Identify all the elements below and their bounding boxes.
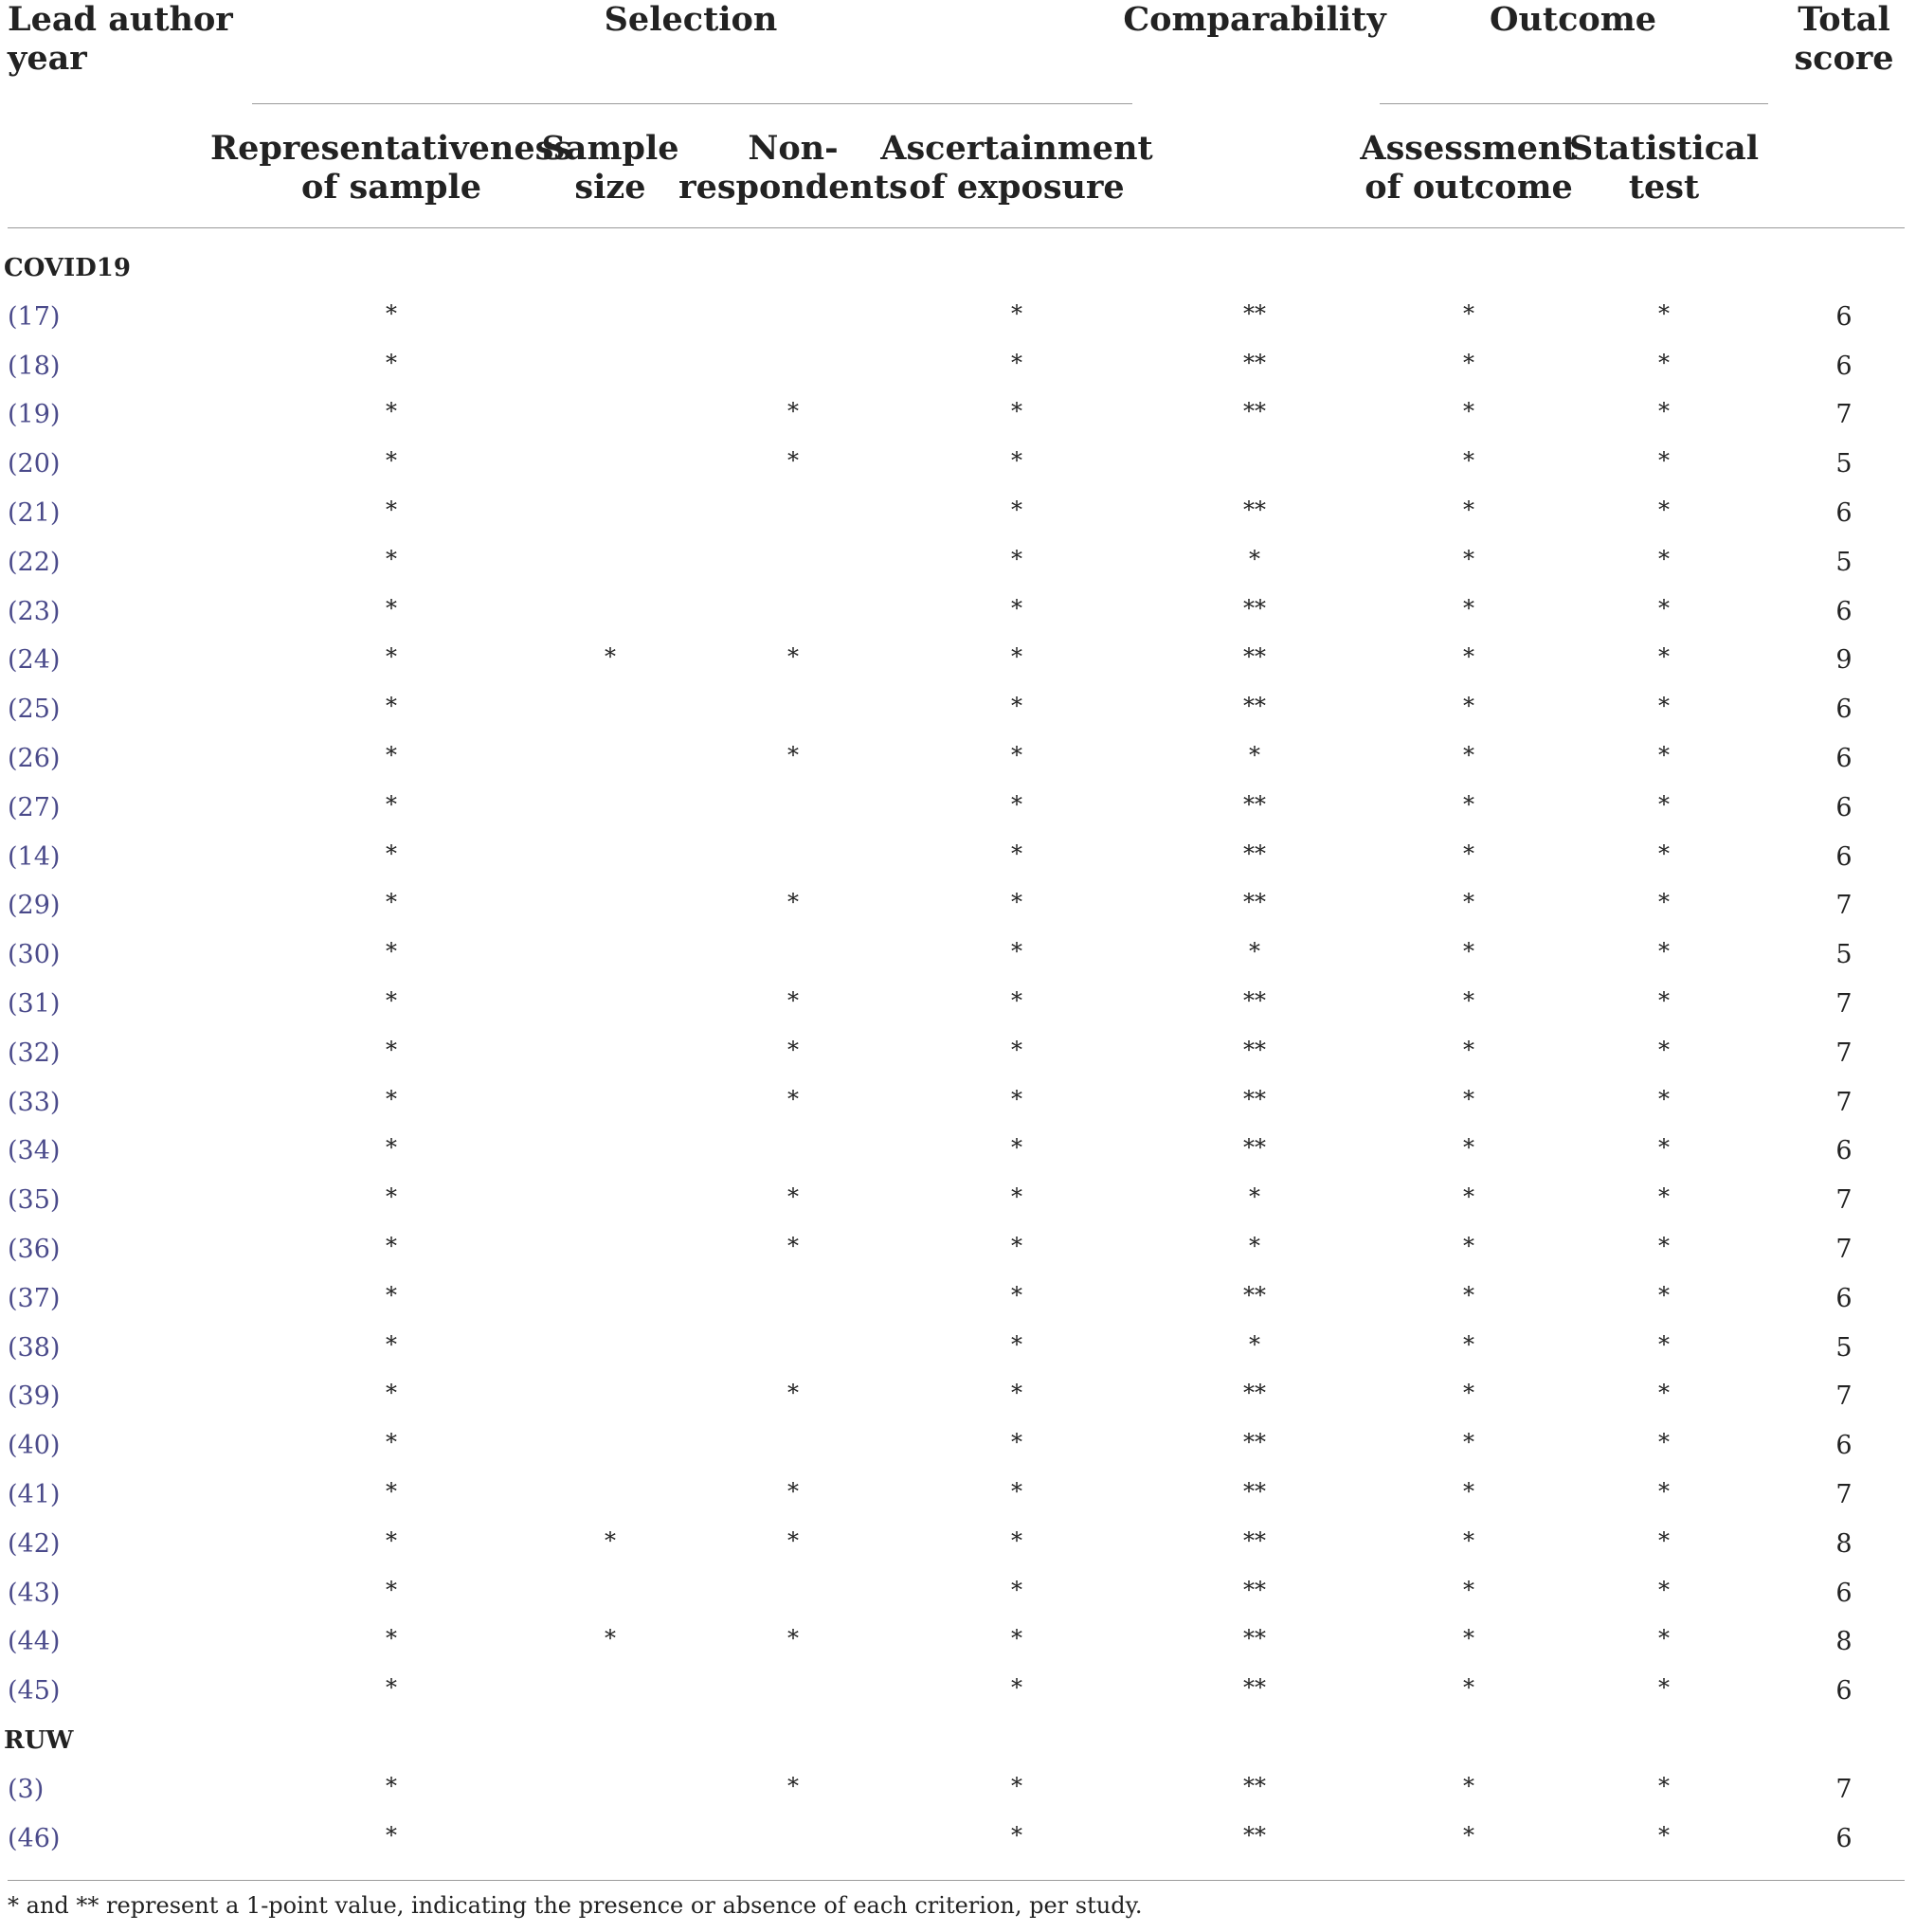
cell-total-score: 6 [1835,1676,1853,1706]
header-total-line1: Total [1798,0,1890,39]
cell-stat: * [1658,1674,1670,1702]
cell-stat: * [1658,987,1670,1014]
reference-link[interactable]: (42) [8,1528,61,1559]
cell-rep: * [386,643,397,671]
cell-rep: * [386,1085,397,1112]
header-total-score [1794,0,1893,78]
table-footnote: * and ** represent a 1-point value, indicating the presence or absence of each criterion, per study. [8,1892,1143,1919]
cell-comp: * [1249,1330,1260,1358]
reference-link[interactable]: (36) [8,1235,61,1264]
cell-comp: * [1249,938,1260,966]
cell-assess: * [1463,1429,1474,1456]
cell-stat: * [1658,840,1670,867]
cell-assess: * [1463,1036,1474,1063]
cell-stat: * [1658,398,1670,425]
cell-comp: ** [1243,1526,1266,1554]
cell-nonresp: * [787,742,799,768]
cell-rep: * [386,1380,397,1407]
reference-link[interactable]: (41) [8,1480,61,1509]
cell-stat: * [1658,1183,1670,1211]
cell-asc: * [1011,545,1022,572]
cell-total-score: 6 [1835,498,1853,528]
cell-nonresp: * [787,1478,799,1505]
cell-rep: * [386,497,397,523]
cell-total-score: 7 [1835,1381,1853,1412]
subheader-ascertainment [880,129,1152,207]
cell-stat: * [1658,1330,1670,1358]
group-label: RUW [4,1726,74,1755]
subheader-statistical-test [1569,129,1759,207]
cell-asc: * [1011,1036,1022,1063]
cell-comp: * [1249,1233,1260,1259]
reference-link[interactable]: (31) [8,989,61,1019]
cell-stat: * [1658,1380,1670,1407]
reference-link[interactable]: (38) [8,1332,61,1363]
cell-assess: * [1463,497,1474,523]
cell-assess: * [1463,643,1474,671]
cell-nonresp: * [787,1526,799,1554]
cell-rep: * [386,1821,397,1849]
cell-total-score: 6 [1835,1431,1853,1461]
cell-total-score: 6 [1835,596,1853,626]
cell-rep: * [386,790,397,818]
cell-total-score: 6 [1835,841,1853,872]
subheader-assess-line2: of outcome [1365,168,1573,207]
cell-total-score: 8 [1835,1528,1853,1559]
cell-assess: * [1463,349,1474,376]
cell-comp: ** [1243,643,1266,671]
cell-total-score: 7 [1835,1480,1853,1509]
cell-assess: * [1463,742,1474,768]
subheader-nonresp-line2: respondents [678,168,908,207]
cell-assess: * [1463,1772,1474,1799]
reference-link[interactable]: (37) [8,1283,61,1313]
cell-rep: * [386,889,397,916]
cell-total-score: 7 [1835,891,1853,921]
subheader-assess-line1: Assessment [1360,129,1578,168]
subheader-rep-line2: of sample [300,168,482,207]
cell-asc: * [1011,1233,1022,1259]
selection-span-rule [252,103,1132,104]
cell-stat: * [1658,349,1670,376]
cell-stat: * [1658,790,1670,818]
cell-assess: * [1463,790,1474,818]
cell-asc: * [1011,1380,1022,1407]
cell-asc: * [1011,497,1022,523]
cell-rep: * [386,1281,397,1309]
cell-rep: * [386,594,397,622]
cell-assess: * [1463,1281,1474,1309]
subheader-assessment [1360,129,1577,207]
cell-stat: * [1658,742,1670,768]
cell-stat: * [1658,1233,1670,1259]
reference-link[interactable]: (45) [8,1676,61,1706]
cell-asc: * [1011,840,1022,867]
cell-total-score: 5 [1835,1332,1853,1363]
cell-asc: * [1011,742,1022,768]
cell-size: * [605,643,616,671]
header-lead-author-line2: year [8,39,87,78]
reference-link[interactable]: (19) [8,400,61,430]
cell-rep: * [386,1625,397,1652]
header-comparability: Comparability [1123,0,1386,39]
cell-asc: * [1011,987,1022,1014]
reference-link[interactable]: (30) [8,940,61,970]
cell-rep: * [386,299,397,327]
cell-asc: * [1011,349,1022,376]
reference-link[interactable]: (26) [8,744,61,773]
cell-comp: * [1249,742,1260,768]
cell-comp: ** [1243,594,1266,622]
cell-assess: * [1463,447,1474,475]
cell-rep: * [386,1036,397,1063]
cell-stat: * [1658,545,1670,572]
cell-stat: * [1658,693,1670,720]
cell-asc: * [1011,1478,1022,1505]
cell-rep: * [386,1772,397,1799]
cell-stat: * [1658,1772,1670,1799]
cell-total-score: 7 [1835,989,1853,1019]
cell-rep: * [386,693,397,720]
subheader-size-line1: Sample [541,129,679,168]
cell-assess: * [1463,1134,1474,1162]
cell-asc: * [1011,1429,1022,1456]
cell-asc: * [1011,398,1022,425]
cell-comp: ** [1243,1429,1266,1456]
cell-assess: * [1463,1478,1474,1505]
subheader-nonresp-line1: Non- [748,129,839,168]
cell-size: * [605,1526,616,1554]
cell-size: * [605,1625,616,1652]
subheader-asc-line1: Ascertainment [880,129,1153,168]
subheader-rep-line1: Representativeness [210,129,572,168]
cell-assess: * [1463,1526,1474,1554]
header-total-line2: score [1794,39,1894,78]
cell-comp: ** [1243,1281,1266,1309]
cell-comp: ** [1243,1821,1266,1849]
cell-assess: * [1463,1380,1474,1407]
reference-link[interactable]: (18) [8,351,61,381]
reference-link[interactable]: (43) [8,1578,61,1608]
subheader-sample-size [541,129,678,207]
cell-assess: * [1463,594,1474,622]
cell-stat: * [1658,1036,1670,1063]
cell-total-score: 9 [1835,645,1853,676]
cell-comp: ** [1243,299,1266,327]
cell-rep: * [386,447,397,475]
subheader-representativeness [210,129,572,207]
cell-comp: * [1249,545,1260,572]
table-bottom-rule [8,1880,1905,1881]
cell-total-score: 6 [1835,351,1853,381]
group-label: COVID19 [4,254,131,282]
subheader-non-respondents [678,129,908,207]
cell-rep: * [386,1576,397,1603]
reference-link[interactable]: (39) [8,1381,61,1412]
reference-link[interactable]: (17) [8,301,61,332]
cell-stat: * [1658,1526,1670,1554]
cell-total-score: 8 [1835,1627,1853,1657]
cell-asc: * [1011,938,1022,966]
cell-total-score: 7 [1835,1087,1853,1117]
cell-asc: * [1011,1330,1022,1358]
cell-assess: * [1463,1183,1474,1211]
cell-rep: * [386,840,397,867]
cell-comp: ** [1243,1036,1266,1063]
cell-asc: * [1011,790,1022,818]
cell-assess: * [1463,545,1474,572]
cell-total-score: 5 [1835,449,1853,479]
cell-comp: ** [1243,349,1266,376]
cell-assess: * [1463,1674,1474,1702]
cell-nonresp: * [787,1233,799,1259]
reference-link[interactable]: (24) [8,645,61,676]
cell-rep: * [386,1330,397,1358]
reference-link[interactable]: (3) [8,1774,45,1804]
cell-asc: * [1011,1625,1022,1652]
cell-comp: ** [1243,889,1266,916]
cell-stat: * [1658,1625,1670,1652]
reference-link[interactable]: (34) [8,1136,61,1166]
cell-comp: ** [1243,1085,1266,1112]
cell-comp: ** [1243,1478,1266,1505]
cell-comp: ** [1243,398,1266,425]
cell-rep: * [386,349,397,376]
reference-link[interactable]: (22) [8,547,61,577]
subheader-size-line2: size [574,168,646,207]
cell-total-score: 6 [1835,1136,1853,1166]
cell-assess: * [1463,1330,1474,1358]
cell-asc: * [1011,693,1022,720]
cell-asc: * [1011,594,1022,622]
cell-assess: * [1463,1821,1474,1849]
cell-total-score: 7 [1835,1774,1853,1804]
cell-comp: ** [1243,1380,1266,1407]
cell-stat: * [1658,643,1670,671]
cell-nonresp: * [787,398,799,425]
reference-link[interactable]: (29) [8,891,61,921]
cell-comp: ** [1243,790,1266,818]
cell-comp: ** [1243,1674,1266,1702]
cell-rep: * [386,398,397,425]
cell-asc: * [1011,299,1022,327]
cell-assess: * [1463,1625,1474,1652]
cell-stat: * [1658,447,1670,475]
cell-nonresp: * [787,1380,799,1407]
cell-total-score: 5 [1835,940,1853,970]
reference-link[interactable]: (46) [8,1823,61,1853]
cell-comp: ** [1243,1772,1266,1799]
reference-link[interactable]: (44) [8,1627,61,1657]
subheader-stat-line1: Statistical [1568,129,1760,168]
cell-rep: * [386,1134,397,1162]
cell-asc: * [1011,1772,1022,1799]
cell-total-score: 7 [1835,400,1853,430]
cell-stat: * [1658,1821,1670,1849]
cell-total-score: 6 [1835,301,1853,332]
cell-assess: * [1463,889,1474,916]
cell-asc: * [1011,1821,1022,1849]
reference-link[interactable]: (35) [8,1185,61,1216]
cell-assess: * [1463,693,1474,720]
cell-asc: * [1011,1526,1022,1554]
cell-total-score: 7 [1835,1185,1853,1216]
cell-comp: ** [1243,1625,1266,1652]
cell-assess: * [1463,987,1474,1014]
cell-total-score: 6 [1835,1283,1853,1313]
reference-link[interactable]: (32) [8,1038,61,1068]
cell-comp: * [1249,1183,1260,1211]
cell-total-score: 7 [1835,1038,1853,1068]
cell-rep: * [386,1233,397,1259]
cell-assess: * [1463,938,1474,966]
reference-link[interactable]: (23) [8,596,61,626]
cell-rep: * [386,1478,397,1505]
cell-nonresp: * [787,889,799,916]
cell-total-score: 6 [1835,1823,1853,1853]
reference-link[interactable]: (21) [8,498,61,528]
subheader-asc-line2: of exposure [909,168,1125,207]
cell-total-score: 6 [1835,792,1853,822]
header-outcome: Outcome [1489,0,1657,39]
cell-total-score: 6 [1835,695,1853,725]
cell-nonresp: * [787,447,799,475]
reference-link[interactable]: (40) [8,1431,61,1461]
cell-comp: ** [1243,987,1266,1014]
cell-nonresp: * [787,1183,799,1211]
cell-asc: * [1011,1183,1022,1211]
cell-asc: * [1011,1134,1022,1162]
cell-stat: * [1658,497,1670,523]
cell-nonresp: * [787,1036,799,1063]
subheader-stat-line2: test [1628,168,1700,207]
cell-assess: * [1463,398,1474,425]
cell-total-score: 6 [1835,744,1853,773]
cell-stat: * [1658,1429,1670,1456]
cell-nonresp: * [787,643,799,671]
header-lead-author [8,0,233,78]
cell-asc: * [1011,447,1022,475]
cell-nonresp: * [787,1772,799,1799]
cell-assess: * [1463,1085,1474,1112]
reference-link[interactable]: (14) [8,841,61,872]
cell-assess: * [1463,840,1474,867]
cell-comp: ** [1243,693,1266,720]
cell-rep: * [386,1674,397,1702]
cell-asc: * [1011,1674,1022,1702]
cell-assess: * [1463,1233,1474,1259]
cell-assess: * [1463,299,1474,327]
cell-rep: * [386,987,397,1014]
reference-link[interactable]: (20) [8,449,61,479]
reference-link[interactable]: (25) [8,695,61,725]
reference-link[interactable]: (33) [8,1087,61,1117]
cell-stat: * [1658,594,1670,622]
reference-link[interactable]: (27) [8,792,61,822]
cell-asc: * [1011,1576,1022,1603]
cell-stat: * [1658,1134,1670,1162]
cell-stat: * [1658,889,1670,916]
cell-rep: * [386,1526,397,1554]
cell-asc: * [1011,1281,1022,1309]
cell-asc: * [1011,643,1022,671]
cell-rep: * [386,1183,397,1211]
cell-stat: * [1658,1478,1670,1505]
cell-assess: * [1463,1576,1474,1603]
cell-total-score: 7 [1835,1235,1853,1264]
cell-comp: ** [1243,1134,1266,1162]
cell-asc: * [1011,889,1022,916]
cell-stat: * [1658,1576,1670,1603]
outcome-span-rule [1380,103,1768,104]
cell-stat: * [1658,1281,1670,1309]
header-lead-author-line1: Lead author [8,0,233,39]
cell-stat: * [1658,299,1670,327]
cell-nonresp: * [787,987,799,1014]
cell-comp: ** [1243,497,1266,523]
cell-nonresp: * [787,1085,799,1112]
cell-rep: * [386,545,397,572]
cell-asc: * [1011,1085,1022,1112]
cell-comp: ** [1243,1576,1266,1603]
cell-rep: * [386,1429,397,1456]
cell-rep: * [386,742,397,768]
cell-nonresp: * [787,1625,799,1652]
cell-total-score: 5 [1835,547,1853,577]
cell-total-score: 6 [1835,1578,1853,1608]
cell-comp: ** [1243,840,1266,867]
header-bottom-rule [8,227,1905,228]
cell-stat: * [1658,938,1670,966]
cell-rep: * [386,938,397,966]
cell-stat: * [1658,1085,1670,1112]
header-selection: Selection [604,0,778,39]
